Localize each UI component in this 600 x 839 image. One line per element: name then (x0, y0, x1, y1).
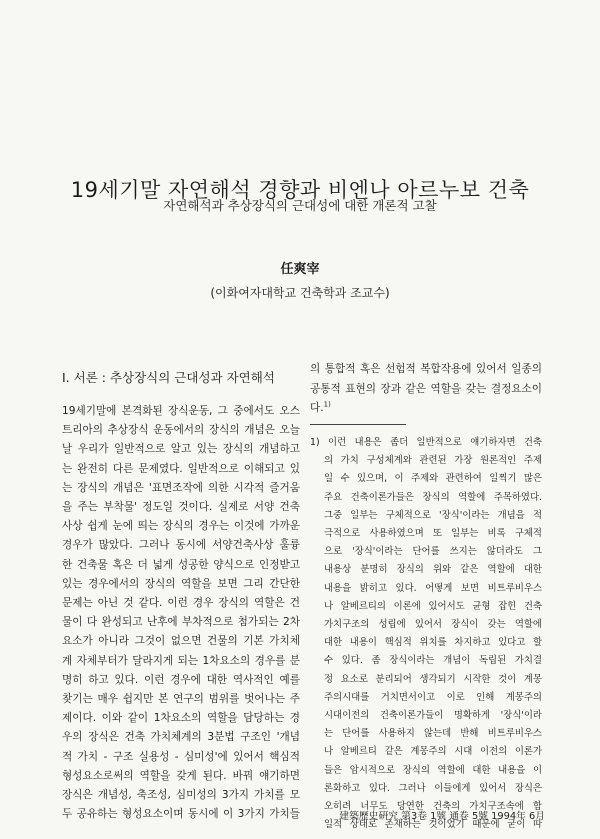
paper-title: 19세기말 자연해석 경향과 비엔나 아르누보 건축 (70, 178, 530, 203)
body-line: 트리아의 추상장식 운동에서의 장식의 개념은 오늘 (62, 424, 300, 437)
section-heading: I. 서론 : 추상장식의 근대성과 자연해석 (62, 370, 275, 385)
footnote-divider (310, 424, 406, 425)
body-line: 공통적 표현의 장과 같은 역할을 갖는 결정요소이 (310, 382, 542, 395)
footnote-line: 오히려 너무도 당연한 건축의 가치구조속에 합 (324, 801, 542, 813)
body-line: 의 통합적 혹은 선험적 복합작용에 있어서 일종의 (310, 363, 542, 375)
body-line: 사상 쉽게 눈에 띄는 장식의 경우는 이것에 가까운 (62, 520, 300, 533)
footnote-line: 가치구조의 성립에 있어서 장식이 갖는 역할에 (324, 619, 542, 631)
paper-subtitle: 자연해석과 추상장식의 근대성에 대한 개론적 고찰 (163, 198, 437, 213)
body-line: 두 공유하는 형성요소이며 동시에 이 3가지 가치들 (62, 808, 300, 821)
body-line: 찾기는 매우 쉽지만 본 연구의 범위를 벗어나는 주 (62, 693, 300, 706)
body-line: 는 완전히 다른 문제였다. 일반적으로 이해되고 있 (62, 462, 300, 475)
body-line: 19세기말에 본격화된 장식운동, 그 중에서도 오스 (62, 405, 300, 417)
footnote-line (310, 434, 542, 452)
body-line: 요소가 아니라 그것이 없으면 건물의 기본 가치체 (62, 635, 300, 648)
body-line: 을 주는 부착물' 정도일 것이다. 실제로 서양 건축 (62, 501, 300, 514)
body-right-column (310, 360, 542, 419)
footnote-line: 일 수 있으며, 이 주제와 관련하여 일찍기 많은 (324, 473, 542, 485)
footnote-line: 정 요소로 분리되어 생각되기 시작한 것이 계몽 (324, 673, 542, 685)
footnote-line: 나 알베르티의 이론에 있어서도 균형 잡힌 건축 (324, 600, 542, 612)
footnote-line: 극적으로 사용하였으며 또 일부는 비록 구체적 (324, 528, 542, 540)
author-affiliation: (이화여자대학교 건축학과 조교수) (210, 286, 390, 300)
author-name: 任爽宰 (280, 262, 320, 277)
body-line-text: 다. (310, 402, 324, 415)
body-line: 는 장식의 개념은 '표면조작에 의한 시각적 즐거움 (62, 481, 300, 494)
footnote-line: 으로 '장식'이라는 단어를 쓰지는 않더라도 그 (324, 546, 542, 558)
body-left-column (62, 402, 300, 824)
footnote-line: 들은 암시적으로 장식의 역할에 대한 내용을 이 (324, 764, 542, 776)
body-line: 날 우리가 일반적으로 알고 있는 장식의 개념하고 (62, 443, 300, 456)
footnote-line: 주의시대를 거치면서이고 이로 인해 계몽주의 (324, 691, 542, 703)
body-line: 명히 하고 있다. 이런 경우에 대한 역사적인 예를 (62, 673, 300, 686)
footnote-line: 는 단어를 사용하지 않는데 반해 비트루비우스 (324, 728, 542, 740)
footnote-line: 론화하고 있다. 그러나 이들에게 있어서 장식은 (324, 782, 542, 794)
body-line: 있는 경우에서의 장식의 역할을 보면 그리 간단한 (62, 577, 300, 590)
body-line: 물이 다 완성되고 난후에 부차적으로 첨가되는 2차 (62, 616, 300, 629)
footnote-line: 시대이전의 건축이론가들이 명확하게 '장식'이라 (324, 710, 542, 722)
footnote-marker: 1) (310, 437, 320, 448)
body-line (310, 399, 542, 419)
footnote (310, 434, 542, 834)
footnote-line: 수 있다. 좀 장식이라는 개념이 독립된 가치결 (324, 655, 542, 667)
body-line: 장식은 개념성, 축조성, 심미성의 3가지 가치를 모 (62, 789, 300, 802)
footnote-line: 주요 건축이론가들은 장식의 역할에 주목하였다. (324, 491, 542, 503)
body-line: 한 건축물 혹은 더 넓게 성공한 양식으로 인정받고 (62, 558, 300, 571)
footnote-line: 대한 내용이 핵심적 위치를 차지하고 있다고 할 (324, 637, 542, 649)
footnote-line: 내용상 분명히 장식의 위와 같은 역할에 대한 (324, 564, 542, 576)
footnote-first-text: 이런 내용은 좀더 일반적으로 얘기하자면 건축 (328, 437, 542, 448)
body-line: 경우가 많았다. 그러나 동시에 서양건축사상 훌륭 (62, 539, 300, 552)
footnote-line: 나 알베르티 같은 계몽주의 시대 이전의 이론가 (324, 746, 542, 758)
footnote-line: 의 가치 구성체계와 관련된 가장 원론적인 주제 (324, 455, 542, 467)
footnote-line: 그중 일부는 구체적으로 '장식'이라는 개념을 적 (324, 509, 542, 521)
footnote-line: 내용을 밝히고 있다. 어떻게 보면 비트루비우스 (324, 582, 542, 594)
journal-citation: 建築歷史硏究 第3卷 1號 通卷 5號 1994年 6月 (339, 811, 545, 822)
body-line: 형성요소로써의 역할을 갖게 된다. 바꿔 얘기하면 (62, 769, 300, 782)
body-line: 제이다. 이와 같이 1차요소의 역할을 담당하는 경 (62, 712, 300, 725)
footnote-line: 일적 상태로 존재하는 것이었기 때문에 굳이 따 (324, 819, 542, 831)
body-line: 적 가치 - 구조 실용성 - 심미성'에 있어서 핵심적 (62, 750, 300, 763)
body-line: 문제는 아닌 것 같다. 이런 경우 장식의 역할은 건 (62, 597, 300, 610)
body-line: 계 자체부터가 달라지게 되는 1차요소의 경우를 분 (62, 654, 300, 667)
footnote-reference: 1) (323, 400, 331, 409)
body-line: 우의 장식은 건축 가치체계의 3분법 구조인 '개념 (62, 731, 300, 744)
